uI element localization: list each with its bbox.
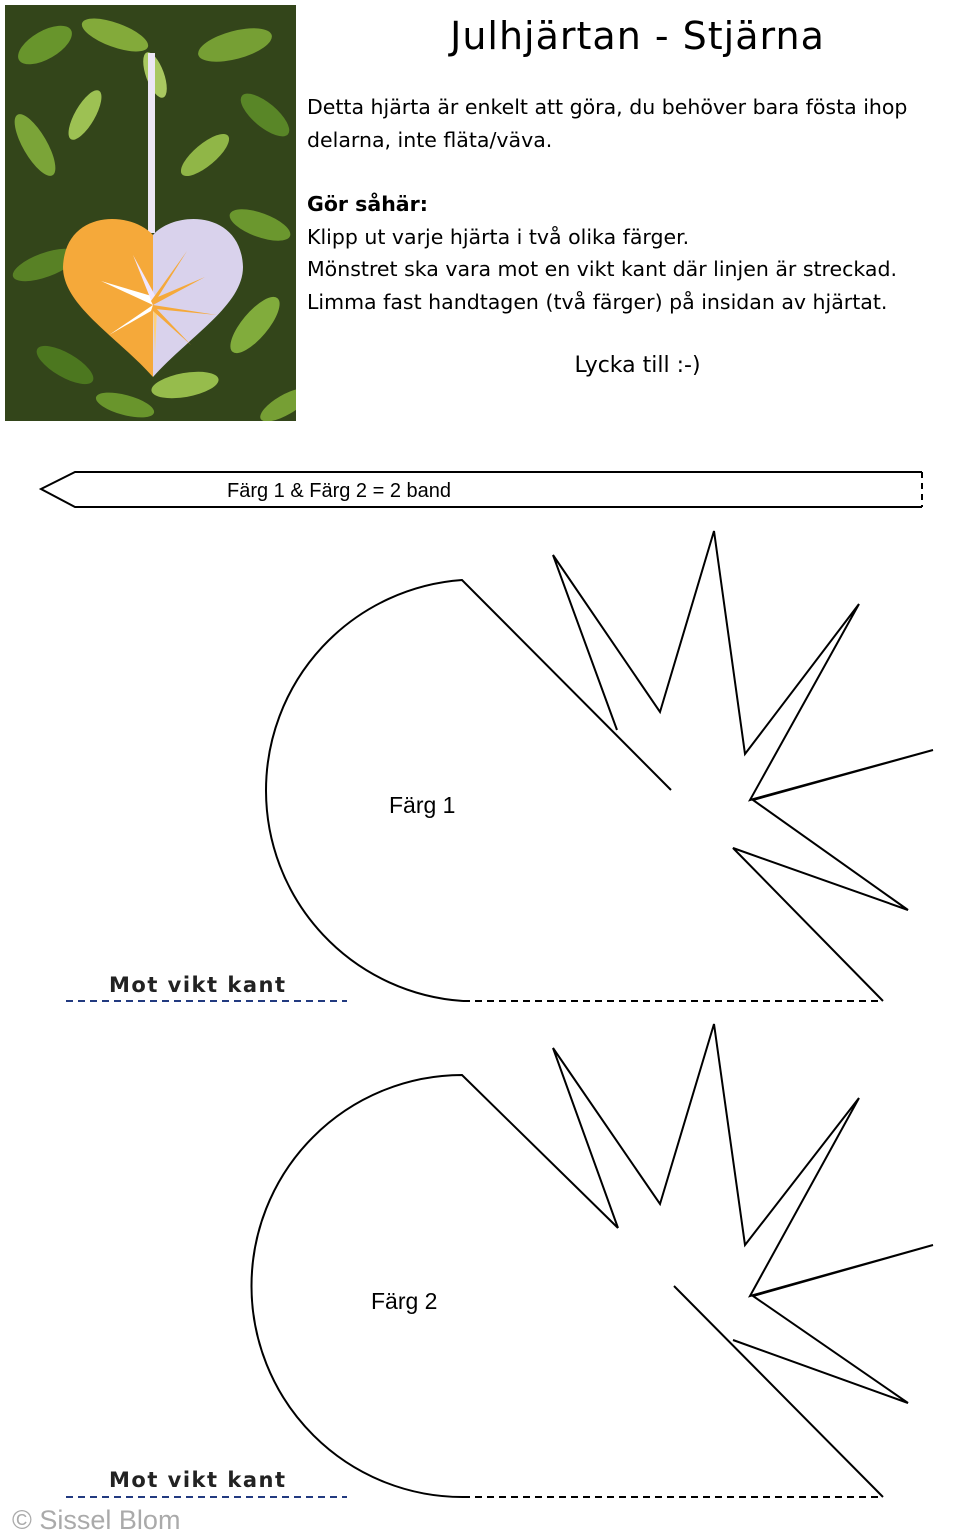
template-2-label: Färg 2 [371, 1288, 438, 1314]
instruction-line: Limma fast handtagen (två färger) på insidan av hjärtat. [307, 289, 888, 314]
fold-label-1: Mot vikt kant [109, 973, 287, 997]
copyright: © Sissel Blom [12, 1505, 181, 1535]
fold-label-2: Mot vikt kant [109, 1468, 287, 1492]
band-label: Färg 1 & Färg 2 = 2 band [227, 480, 452, 502]
template-1-label: Färg 1 [389, 792, 456, 818]
instruction-line: Mönstret ska vara mot en vikt kant där linjen är streckad. [307, 257, 898, 281]
heart-template-2 [251, 1024, 933, 1497]
band-outline [41, 472, 922, 507]
page-title: Julhjärtan - Stjärna [450, 14, 825, 58]
instructions-heading: Gör såhär: [307, 192, 428, 216]
closing-text: Lycka till :-) [574, 353, 701, 378]
instruction-line: Klipp ut varje hjärta i två olika färger. [307, 224, 690, 249]
heart-template-1 [266, 531, 933, 1001]
intro-text: Detta hjärta är enkelt att göra, du behöver bara fösta ihop delarna, inte fläta/väva. [307, 95, 908, 152]
